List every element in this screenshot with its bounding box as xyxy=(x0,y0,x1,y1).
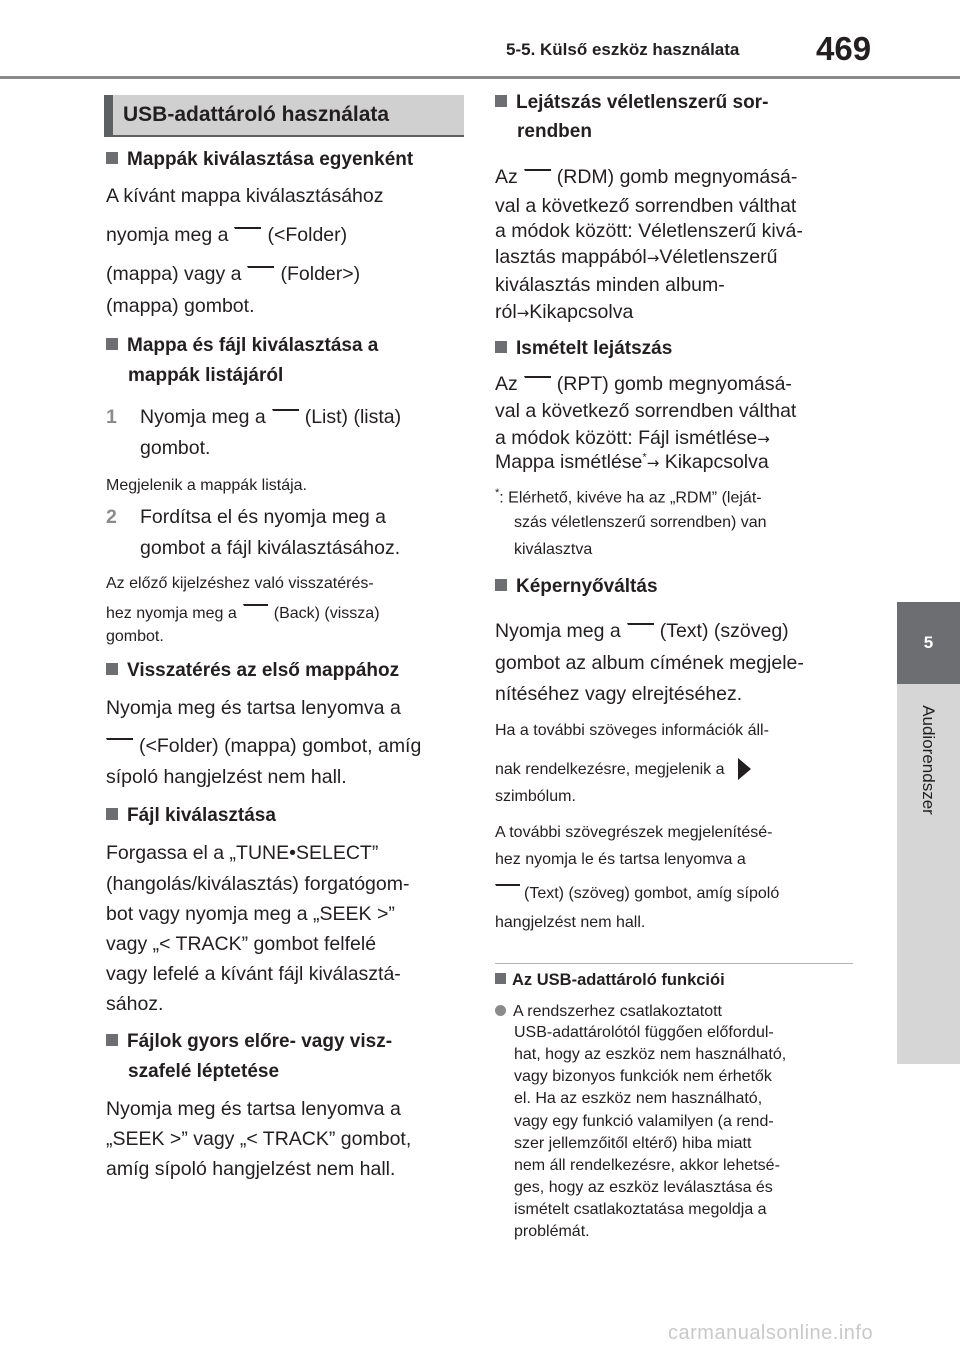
button-icon xyxy=(524,169,551,181)
note-text: Megjelenik a mappák listája. xyxy=(106,477,307,494)
heading-line: mappák listájáról xyxy=(128,365,284,386)
text-line: sához. xyxy=(106,993,164,1015)
text-line: (<Folder) (mappa) gombot, amíg xyxy=(106,735,421,758)
text-line: gombot az album címének megjele- xyxy=(495,652,804,674)
info-line: problémát. xyxy=(514,1223,590,1240)
section-banner xyxy=(104,95,464,137)
note-text: nak rendelkezésre, megjelenik a xyxy=(495,758,751,780)
text-line: vagy lefelé a kívánt fájl kiválasztá- xyxy=(106,963,401,985)
info-line: A rendszerhez csatlakoztatott xyxy=(495,1003,722,1021)
button-icon xyxy=(524,376,551,388)
button-icon xyxy=(247,266,274,278)
watermark: carmanualsonline.info xyxy=(668,1322,874,1344)
arrow-icon: → xyxy=(757,430,770,448)
text-line: val a következő sorrendben válthat xyxy=(495,400,797,422)
text-line: Nyomja meg a (Text) (szöveg) xyxy=(495,620,789,642)
text-line: A kívánt mappa kiválasztásához xyxy=(106,185,384,207)
chapter-number: 5 xyxy=(923,633,934,652)
info-line: ismételt csatlakoztatása megoldja a xyxy=(514,1201,767,1218)
page-number: 469 xyxy=(816,30,872,67)
heading-square-icon xyxy=(106,338,118,350)
arrow-icon: → xyxy=(646,454,660,472)
note-text: hez nyomja meg a (Back) (vissza) xyxy=(106,605,380,622)
text-line: Nyomja meg és tartsa lenyomva a xyxy=(106,1098,401,1120)
heading-first-folder: Visszatérés az első mappához xyxy=(106,660,399,682)
info-heading: Az USB-adattároló funkciói xyxy=(495,971,725,990)
text-line: a módok között: Fájl ismétlése→ xyxy=(495,427,770,449)
text-line: amíg sípoló hangjelzést nem hall. xyxy=(106,1158,396,1180)
more-text-triangle-icon xyxy=(738,758,751,780)
note-text: A további szövegrészek megjelenítésé- xyxy=(495,824,773,841)
info-line: USB-adattárolótól függően előfordul- xyxy=(514,1024,774,1041)
step-line: Fordítsa el és nyomja meg a xyxy=(140,506,387,528)
step-number: 1 xyxy=(106,406,117,428)
note-text: Ha a további szöveges információk áll- xyxy=(495,722,769,739)
info-line: szer jellemzőitől eltérő) hiba miatt xyxy=(514,1135,752,1152)
info-line: el. Ha az eszköz nem használható, xyxy=(514,1090,763,1107)
heading-square-icon xyxy=(106,152,118,164)
heading-random-play: Lejátszás véletlenszerű sor- xyxy=(495,92,768,114)
text-line: (mappa) vagy a (Folder>) xyxy=(106,263,361,285)
heading-repeat-play: Ismételt lejátszás xyxy=(495,338,672,360)
step-line: gombot a fájl kiválasztásához. xyxy=(140,537,401,559)
button-icon xyxy=(243,604,268,616)
section-title: USB-adattároló használata xyxy=(123,103,390,126)
note-text: Az előző kijelzéshez való visszatérés- xyxy=(106,575,374,592)
heading-square-icon xyxy=(106,1034,118,1046)
heading-line: rendben xyxy=(517,121,592,142)
text-line: val a következő sorrendben válthat xyxy=(495,195,797,217)
info-divider xyxy=(495,963,853,964)
note-text: hez nyomja le és tartsa lenyomva a xyxy=(495,851,746,868)
heading-line: szafelé léptetése xyxy=(128,1061,280,1082)
text-line: sípoló hangjelzést nem hall. xyxy=(106,766,347,788)
heading-square-icon xyxy=(495,95,507,107)
chapter-tab xyxy=(897,602,960,684)
chapter-label: Audiorendszer xyxy=(919,705,938,815)
footnote-line: szás véletlenszerű sorrendben) van xyxy=(514,514,767,531)
text-line: Mappa ismétlése*→ Kikapcsolva xyxy=(495,451,769,473)
info-line: vagy egy funkció valamilyen (a rend- xyxy=(514,1113,774,1130)
heading-square-icon xyxy=(106,663,118,675)
info-line: ges, hogy az eszköz leválasztása és xyxy=(514,1179,773,1196)
footnote-line: kiválasztva xyxy=(514,541,593,558)
heading-folder-list: Mappa és fájl kiválasztása a xyxy=(106,335,378,357)
text-line: nítéséhez vagy elrejtéséhez. xyxy=(495,683,743,705)
button-icon xyxy=(234,227,261,239)
footnote: *: Elérhető, kivéve ha az „RDM” (leját- xyxy=(495,487,762,507)
info-line: vagy bizonyos funkciók nem érhetők xyxy=(514,1068,772,1085)
heading-folder-select: Mappák kiválasztása egyenként xyxy=(106,149,413,171)
info-line: nem áll rendelkezésre, akkor lehetsé- xyxy=(514,1157,780,1174)
heading-file-select: Fájl kiválasztása xyxy=(106,805,276,827)
button-icon xyxy=(627,623,654,635)
heading-square-icon xyxy=(495,973,506,984)
header-rule xyxy=(0,76,960,79)
text-line: kiválasztás minden album- xyxy=(495,274,725,296)
step-number: 2 xyxy=(106,506,117,528)
text-line: (mappa) gombot. xyxy=(106,295,255,317)
text-line: Nyomja meg és tartsa lenyomva a xyxy=(106,697,401,719)
step-line: Nyomja meg a (List) (lista) xyxy=(140,406,402,428)
button-icon xyxy=(272,409,299,421)
bullet-dot-icon xyxy=(495,1005,506,1016)
text-line: nyomja meg a (<Folder) xyxy=(106,224,348,246)
text-line: a módok között: Véletlenszerű kivá- xyxy=(495,220,803,242)
text-line: vagy „< TRACK” gombot felfelé xyxy=(106,933,377,955)
text-line: (hangolás/kiválasztás) forgatógom- xyxy=(106,873,410,895)
heading-square-icon xyxy=(495,579,507,591)
text-line: ról→Kikapcsolva xyxy=(495,301,634,323)
heading-square-icon xyxy=(495,341,507,353)
step-line: gombot. xyxy=(140,437,211,459)
text-line: Az (RDM) gomb megnyomásá- xyxy=(495,166,798,188)
note-text: szimbólum. xyxy=(495,788,576,805)
note-text: gombot. xyxy=(106,628,164,645)
info-line: hat, hogy az eszköz nem használható, xyxy=(514,1046,787,1063)
heading-screen-switch: Képernyőváltás xyxy=(495,576,658,598)
button-icon xyxy=(106,738,133,750)
text-line: Az (RPT) gomb megnyomásá- xyxy=(495,373,792,395)
note-text: hangjelzést nem hall. xyxy=(495,914,646,931)
text-line: „SEEK >” vagy „< TRACK” gombot, xyxy=(106,1128,412,1150)
note-text: (Text) (szöveg) gombot, amíg sípoló xyxy=(495,884,779,903)
heading-square-icon xyxy=(106,808,118,820)
arrow-icon: → xyxy=(516,304,530,322)
arrow-icon: → xyxy=(646,249,660,267)
button-icon xyxy=(495,884,520,896)
running-header: 5-5. Külső eszköz használata xyxy=(506,40,740,59)
text-line: Forgassa el a „TUNE•SELECT” xyxy=(106,842,379,864)
heading-fast-forward: Fájlok gyors előre- vagy visz- xyxy=(106,1031,392,1053)
text-line: bot vagy nyomja meg a „SEEK >” xyxy=(106,903,395,925)
text-line: lasztás mappából→Véletlenszerű xyxy=(495,246,778,268)
